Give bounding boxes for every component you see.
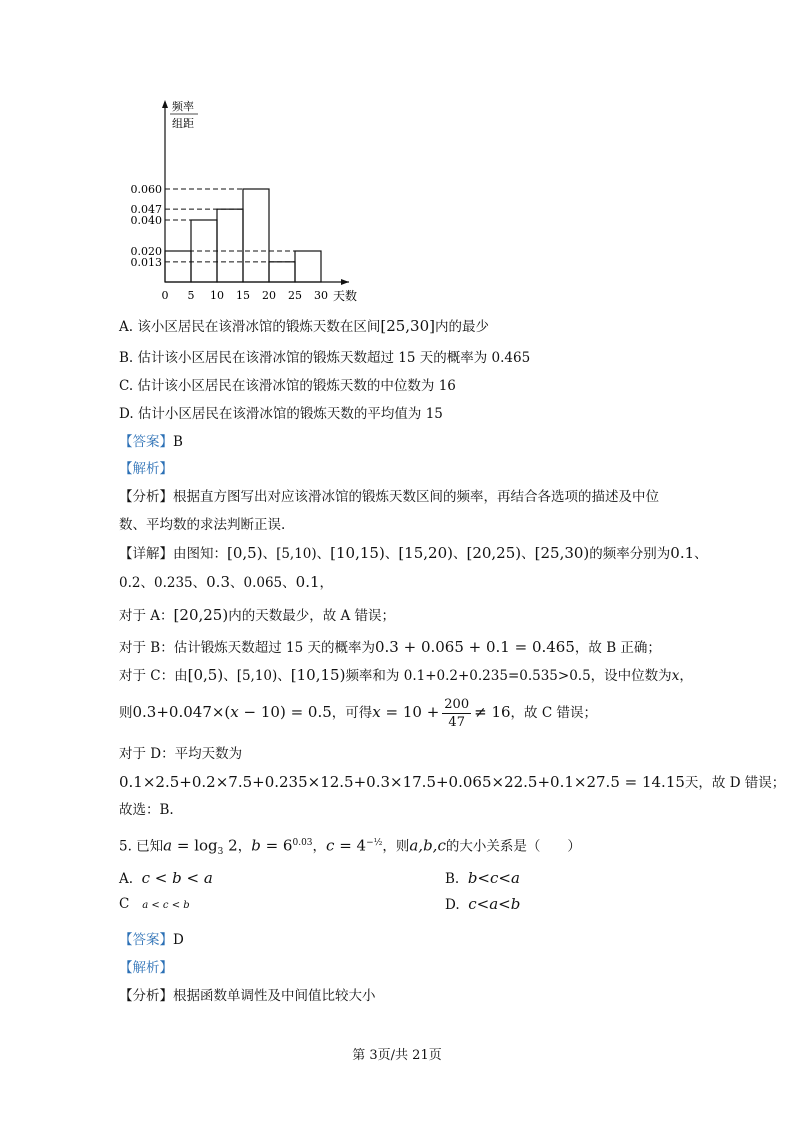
answer-value: B — [173, 434, 183, 450]
q5-option-a-text: c < b < a — [141, 869, 213, 887]
detail-post: 的频率分别为 — [589, 546, 671, 562]
fenxi-tag: 【分析】 — [119, 489, 173, 505]
y-tick-label: 0.020 — [130, 245, 162, 258]
q4-detail-b — [119, 637, 661, 658]
interval-4: [15,20) — [398, 544, 453, 562]
q5-b-var: b — [251, 836, 261, 855]
q5-a-arg: 2 — [223, 836, 238, 855]
fenxi-text: 根据函数单调性及中间值比较大小 — [173, 988, 376, 1004]
q4-fenxi-line1 — [119, 487, 659, 507]
q4-detail-d-expr — [119, 772, 785, 793]
detail-a-post: 内的天数最少，故 A 错误； — [228, 608, 396, 624]
freq-5: 0.065 — [243, 575, 283, 591]
freq-4: 0.3 — [206, 573, 230, 591]
fenxi-text-1: 根据直方图写出对应该滑冰馆的锻炼天数区间的频率，再结合各选项的描述及中位 — [173, 489, 659, 505]
y-tick-label: 0.040 — [130, 214, 162, 227]
q4-option-a — [119, 316, 489, 337]
q5-b-eq: = 6 — [260, 836, 293, 855]
line-end: ， — [319, 575, 334, 591]
d-expr: 0.1×2.5+0.2×7.5+0.235×12.5+0.3×17.5+0.065×22.5+0.1×27.5 = 14.15 — [119, 773, 685, 791]
q5-abc: a,b,c — [409, 836, 446, 855]
detail-c-end: ， — [679, 668, 693, 684]
q5-c-exp: −½ — [366, 838, 383, 848]
sep: 、 — [521, 546, 535, 562]
q4-detail-c — [119, 665, 693, 686]
q5-analysis-tag — [119, 958, 173, 978]
q5-comma1: ， — [237, 838, 252, 855]
q4-option-c: C. 估计该小区居民在该滑冰馆的锻炼天数的中位数为 16 — [119, 378, 456, 394]
c2-eq: = 10 + — [380, 703, 440, 721]
q5-option-d-label: D. — [445, 897, 460, 913]
q5-option-b-text: b<c<a — [467, 869, 520, 887]
x-tick-label: 0 — [161, 289, 169, 302]
c2-post: ，故 C 错误； — [510, 705, 597, 721]
detail-c-var: x — [671, 668, 680, 684]
freq-2: 0.2 — [119, 575, 141, 591]
q4-option-a-post: 内的最少 — [435, 319, 489, 335]
y-tick-label: 0.047 — [130, 203, 162, 217]
interval-6: [25,30) — [534, 544, 590, 562]
y-label-numerator: 频率 — [172, 100, 194, 113]
c-interval-1: [0,5) — [187, 666, 224, 684]
q5-option-b — [445, 868, 520, 889]
c2-expr-a: 0.3+0.047×( — [132, 703, 231, 721]
sep: 、 — [140, 575, 154, 591]
y-label-denominator: 组距 — [172, 117, 194, 130]
c-interval-2: [5,10) — [236, 668, 278, 684]
q4-option-a-interval: [25,30] — [380, 317, 435, 335]
q5-a-def: = log — [172, 836, 218, 855]
q4-detail-line2 — [119, 572, 333, 593]
c2-neq: ≠ 16 — [474, 703, 511, 721]
histogram-bar — [165, 251, 191, 282]
q5-c-var: c — [326, 836, 335, 855]
q5-option-c-text: a < c < b — [142, 900, 190, 911]
fenxi-tag: 【分析】 — [119, 988, 173, 1004]
interval-3: [10,15) — [330, 544, 385, 562]
fraction-denominator: 47 — [448, 715, 465, 730]
histogram-bar — [217, 209, 243, 282]
analysis-tag: 【解析】 — [119, 461, 173, 477]
freq-1: 0.1 — [670, 544, 695, 562]
sep: 、 — [262, 546, 277, 562]
interval-1: [0,5) — [227, 544, 263, 562]
c-interval-3: [10,15) — [290, 666, 346, 684]
x-tick-label: 5 — [187, 289, 195, 302]
q4-answer — [119, 432, 183, 452]
analysis-tag: 【解析】 — [119, 960, 173, 976]
histogram-bar — [243, 189, 269, 282]
sep: 、 — [694, 546, 708, 562]
c2-mid: ，可得 — [331, 705, 373, 721]
x-tick-label: 15 — [236, 289, 250, 302]
q5-option-b-label: B. — [445, 871, 460, 887]
answer-value: D — [173, 932, 184, 948]
q5-stem — [119, 830, 581, 865]
q5-tail-pre: ，则 — [382, 838, 410, 855]
q5-tail-post: 的大小关系是（ ） — [445, 838, 581, 855]
histogram-bars — [165, 189, 321, 282]
detail-a-interval: [20,25) — [173, 606, 229, 624]
detail-b-expr: 0.3 + 0.065 + 0.1 = 0.465 — [374, 638, 575, 656]
q5-option-a — [119, 868, 213, 889]
x-tick-label: 10 — [210, 289, 224, 302]
q4-detail-a — [119, 605, 395, 626]
interval-5: [20,25) — [466, 544, 522, 562]
fraction-200-47 — [442, 696, 471, 731]
q5-b-exp: 0.03 — [292, 838, 313, 848]
sep: 、 — [282, 575, 296, 591]
c2-x: x — [372, 703, 381, 721]
detail-c-mid: 频率和为 0.1+0.2+0.235=0.535>0.5，设中位数为 — [345, 668, 672, 684]
answer-tag: 【答案】 — [119, 434, 173, 450]
freq-6: 0.1 — [295, 573, 320, 591]
q4-detail-line1 — [119, 543, 708, 564]
q4-detail-d: 对于 D：平均天数为 — [119, 746, 243, 762]
sep: 、 — [223, 668, 237, 684]
freq-3: 0.235 — [153, 575, 193, 591]
interval-2: [5,10) — [276, 546, 317, 562]
q5-option-a-label: A. — [119, 871, 134, 887]
page-footer: 第 3页/共 21页 — [352, 1048, 442, 1063]
detail-c-pre: 对于 C：由 — [119, 668, 188, 684]
y-tick-label: 0.060 — [130, 183, 162, 196]
sep: 、 — [316, 546, 331, 562]
q5-answer — [119, 930, 184, 950]
q5-option-c-label: C — [119, 896, 130, 912]
q5-fenxi — [119, 986, 376, 1006]
q4-analysis-tag — [119, 459, 173, 479]
q4-option-a-text: A. 该小区居民在该滑冰馆的锻炼天数在区间 — [119, 319, 381, 335]
x-axis-arrow — [341, 279, 349, 285]
detail-tag: 【详解】 — [119, 546, 173, 562]
q5-num: 5. 已知 — [119, 838, 164, 855]
d-post: 天，故 D 错误； — [684, 775, 786, 791]
x-tick-label: 20 — [262, 289, 276, 302]
q5-option-d-text: c<a<b — [468, 895, 521, 913]
q4-detail-c2 — [119, 692, 597, 733]
answer-tag: 【答案】 — [119, 932, 173, 948]
q4-conclusion: 故选：B. — [119, 802, 174, 818]
detail-pre: 由图知： — [173, 546, 227, 562]
fraction-numerator: 200 — [444, 697, 470, 712]
q5-a-base: 3 — [217, 847, 224, 858]
detail-b-post: ，故 B 正确； — [574, 640, 661, 656]
sep: 、 — [192, 575, 207, 591]
q5-comma2: ， — [312, 838, 327, 855]
detail-a-pre: 对于 A： — [119, 608, 174, 624]
c2-expr-x: x — [230, 703, 239, 721]
x-tick-label: 25 — [288, 289, 302, 302]
sep: 、 — [230, 575, 244, 591]
c2-pre: 则 — [119, 705, 133, 721]
q5-c-eq: = 4 — [334, 836, 367, 855]
x-tick-label: 30 — [314, 289, 328, 302]
sep: 、 — [384, 546, 399, 562]
c2-expr-b: − 10) = 0.5 — [238, 703, 332, 721]
q5-a-var: a — [163, 836, 173, 855]
histogram-bar — [295, 251, 321, 282]
y-axis-arrow — [162, 100, 168, 108]
x-axis-label: 天数 — [333, 289, 358, 303]
histogram-bar — [269, 262, 295, 282]
frequency-histogram — [120, 96, 370, 306]
detail-b-pre: 对于 B：估计锻炼天数超过 15 天的概率为 — [119, 640, 375, 656]
q4-option-b: B. 估计该小区居民在该滑冰馆的锻炼天数超过 15 天的概率为 0.465 — [119, 350, 531, 366]
q4-option-d: D. 估计小区居民在该滑冰馆的锻炼天数的平均值为 15 — [119, 406, 443, 422]
sep: 、 — [452, 546, 467, 562]
q5-option-c — [119, 894, 190, 916]
q5-option-d — [445, 894, 520, 915]
y-tick-label: 0.013 — [130, 255, 162, 269]
q4-fenxi-line2: 数、平均数的求法判断正误. — [119, 517, 286, 533]
sep: 、 — [277, 668, 291, 684]
